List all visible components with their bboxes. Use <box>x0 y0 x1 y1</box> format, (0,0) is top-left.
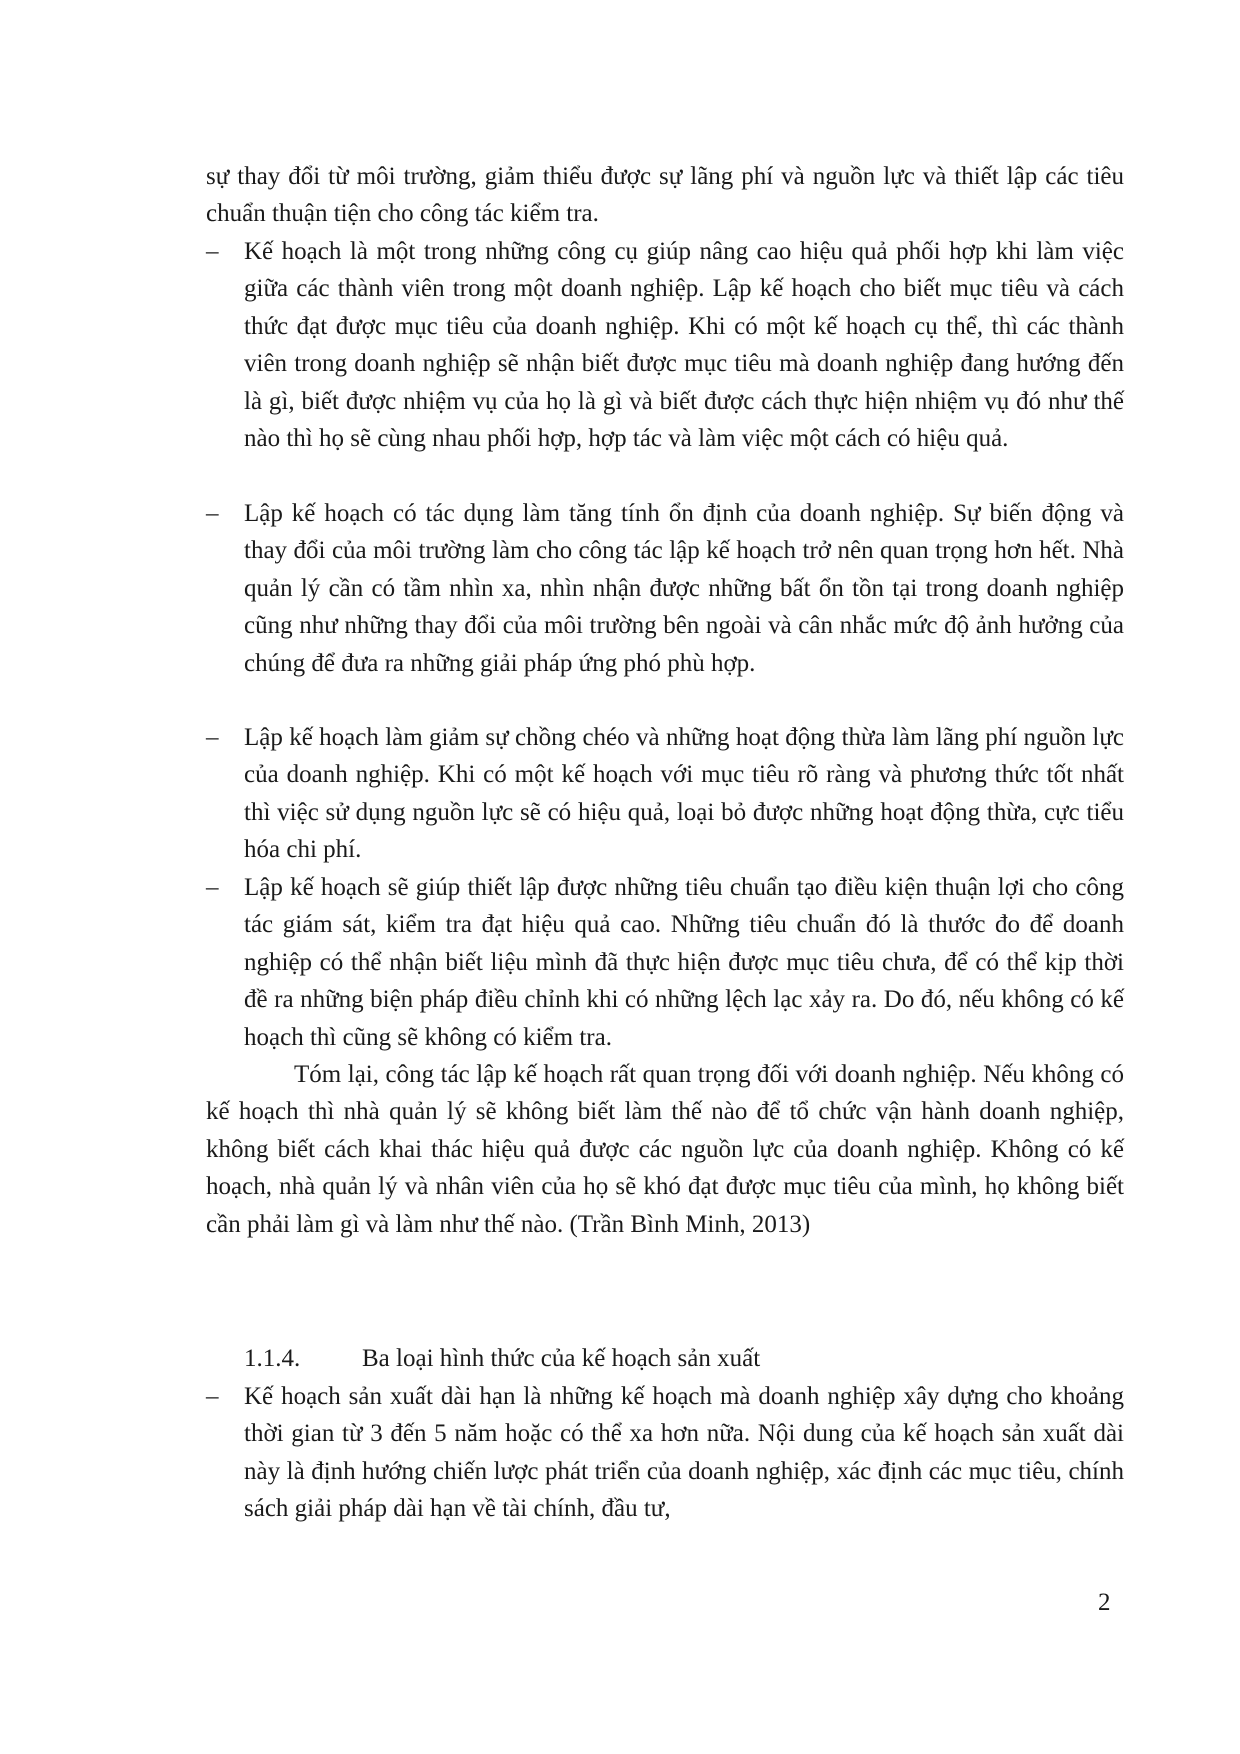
bullet-dash: – <box>206 238 219 265</box>
bullet-text: Kế hoạch là một trong những công cụ giúp nâng cao hiệu quả phối hợp khi làm việc giữa các thành viên trong một doanh nghiệp. Lập kế hoạch cho biết mục tiêu và cách thức đạt được mục tiêu của doanh nghiệp. Khi có một kế hoạch cụ thể, thì các thành viên trong doanh nghiệp sẽ nhận biết được mục tiêu mà doanh nghiệp đang hướng đến là gì, biết được nhiệm vụ của họ là gì và biết được cách thực hiện nhiệm vụ đó như thế nào thì họ sẽ cùng nhau phối hợp, hợp tác và làm việc một cách có hiệu quả. <box>244 238 1124 453</box>
section-title: Ba loại hình thức của kế hoạch sản xuất <box>362 1345 761 1372</box>
section-heading <box>244 1340 760 1377</box>
bullet-text: Lập kế hoạch làm giảm sự chồng chéo và những hoạt động thừa làm lãng phí nguồn lực của doanh nghiệp. Khi có một kế hoạch với mục tiêu rõ ràng và phương thức tốt nhất thì việc sử dụng nguồn lực sẽ có hiệu quả, loại bỏ được những hoạt động thừa, cực tiểu hóa chi phí. <box>244 724 1124 864</box>
page-number: 2 <box>1098 1589 1111 1616</box>
bullet-item-1 <box>206 233 1124 457</box>
section-number: 1.1.4. <box>244 1345 301 1372</box>
bullet-item-3 <box>206 719 1124 869</box>
bullet-text: Lập kế hoạch có tác dụng làm tăng tính ổn định của doanh nghiệp. Sự biến động và thay đổi của môi trường làm cho công tác lập kế hoạch trở nên quan trọng hơn hết. Nhà quản lý cần có tầm nhìn xa, nhìn nhận được những bất ổn tồn tại trong doanh nghiệp cũng như những thay đổi của môi trường bên ngoài và cân nhắc mức độ ảnh hưởng của chúng để đưa ra những giải pháp ứng phó phù hợp. <box>244 500 1124 677</box>
intro-paragraph: sự thay đổi từ môi trường, giảm thiểu được sự lãng phí và nguồn lực và thiết lập các tiêu chuẩn thuận tiện cho công tác kiểm tra. <box>206 163 1124 228</box>
bullet-text: Kế hoạch sản xuất dài hạn là những kế hoạch mà doanh nghiệp xây dựng cho khoảng thời gian từ 3 đến 5 năm hoặc có thể xa hơn nữa. Nội dung của kế hoạch sản xuất dài này là định hướng chiến lược phát triển của doanh nghiệp, xác định các mục tiêu, chính sách giải pháp dài hạn về tài chính, đầu tư, <box>244 1383 1124 1523</box>
bullet-dash: – <box>206 724 219 751</box>
bullet-item-4 <box>206 869 1124 1056</box>
bullet-dash: – <box>206 874 219 901</box>
bullet-item-2 <box>206 495 1124 682</box>
bullet-dash: – <box>206 1383 219 1410</box>
bullet-dash: – <box>206 500 219 527</box>
section-bullet-item <box>206 1378 1124 1528</box>
bullet-text: Lập kế hoạch sẽ giúp thiết lập được những tiêu chuẩn tạo điều kiện thuận lợi cho công tác giám sát, kiểm tra đạt hiệu quả cao. Những tiêu chuẩn đó là thước đo để doanh nghiệp có thể nhận biết liệu mình đã thực hiện được mục tiêu chưa, để có thể kịp thời đề ra những biện pháp điều chỉnh khi có những lệch lạc xảy ra. Do đó, nếu không có kế hoạch thì cũng sẽ không có kiểm tra. <box>244 874 1124 1051</box>
summary-paragraph: Tóm lại, công tác lập kế hoạch rất quan trọng đối với doanh nghiệp. Nếu không có kế hoạch thì nhà quản lý sẽ không biết làm thế nào để tổ chức vận hành doanh nghiệp, không biết cách khai thác hiệu quả được các nguồn lực của doanh nghiệp. Không có kế hoạch, nhà quản lý và nhân viên của họ sẽ khó đạt được mục tiêu của mình, họ không biết cần phải làm gì và làm như thế nào. (Trần Bình Minh, 2013) <box>206 1061 1124 1238</box>
